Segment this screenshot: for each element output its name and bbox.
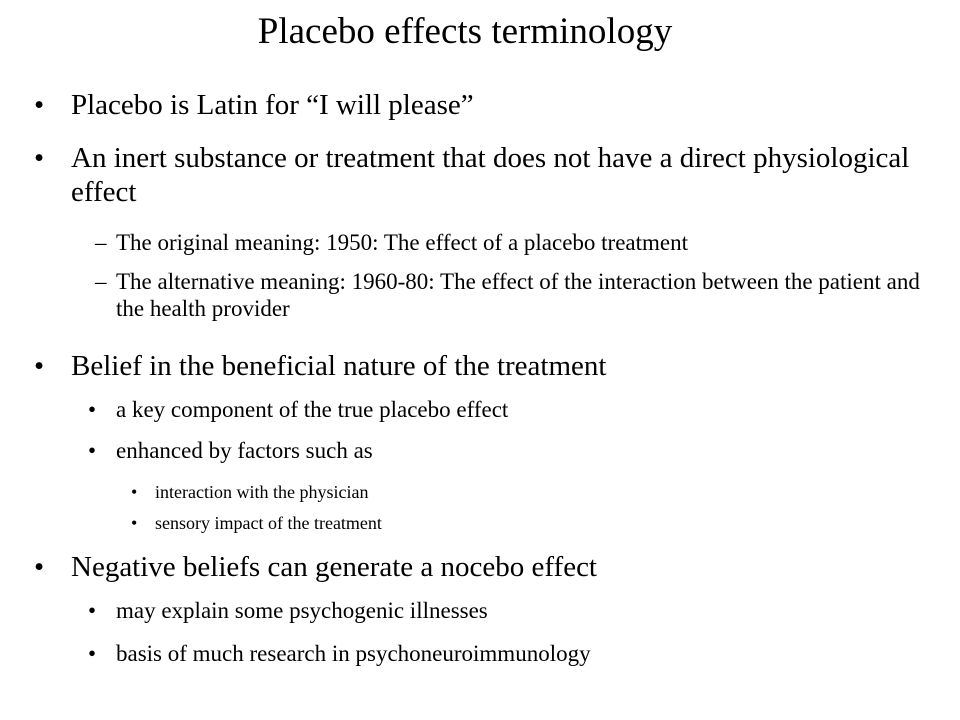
sub-sub-item-text: interaction with the physician bbox=[155, 482, 369, 502]
bullet-text: Placebo is Latin for “I will please” bbox=[71, 89, 474, 121]
bullet-marker: • bbox=[34, 551, 45, 583]
dot-marker: • bbox=[131, 513, 138, 533]
dot-marker: • bbox=[88, 598, 97, 623]
dot-marker: • bbox=[88, 641, 97, 666]
bullet-marker: • bbox=[34, 89, 45, 121]
sub-item-text: The alternative meaning: 1960-80: The effect of the interaction between the patient and the health provider bbox=[116, 269, 920, 321]
dash-marker: – bbox=[95, 269, 107, 294]
bullet-text: An inert substance or treatment that does not have a direct physiological effect bbox=[71, 142, 910, 208]
sub-item-text: enhanced by factors such as bbox=[116, 438, 373, 463]
bullet-text: Negative beliefs can generate a nocebo effect bbox=[71, 551, 597, 583]
dot-marker: • bbox=[88, 438, 97, 463]
sub-item-text: a key component of the true placebo effect bbox=[116, 397, 509, 422]
sub-item-text: may explain some psychogenic illnesses bbox=[116, 598, 488, 623]
dash-marker: – bbox=[95, 230, 107, 255]
bullet-marker: • bbox=[34, 350, 45, 382]
dot-marker: • bbox=[131, 482, 138, 502]
slide-title: Placebo effects terminology bbox=[257, 11, 673, 52]
sub-item-text: The original meaning: 1950: The effect of a placebo treatment bbox=[116, 230, 689, 255]
sub-item-text: basis of much research in psychoneuroimmunology bbox=[116, 641, 591, 666]
bullet-marker: • bbox=[34, 142, 45, 174]
bullet-text: Belief in the beneficial nature of the treatment bbox=[71, 350, 607, 382]
dot-marker: • bbox=[88, 397, 97, 422]
sub-sub-item-text: sensory impact of the treatment bbox=[155, 513, 382, 533]
